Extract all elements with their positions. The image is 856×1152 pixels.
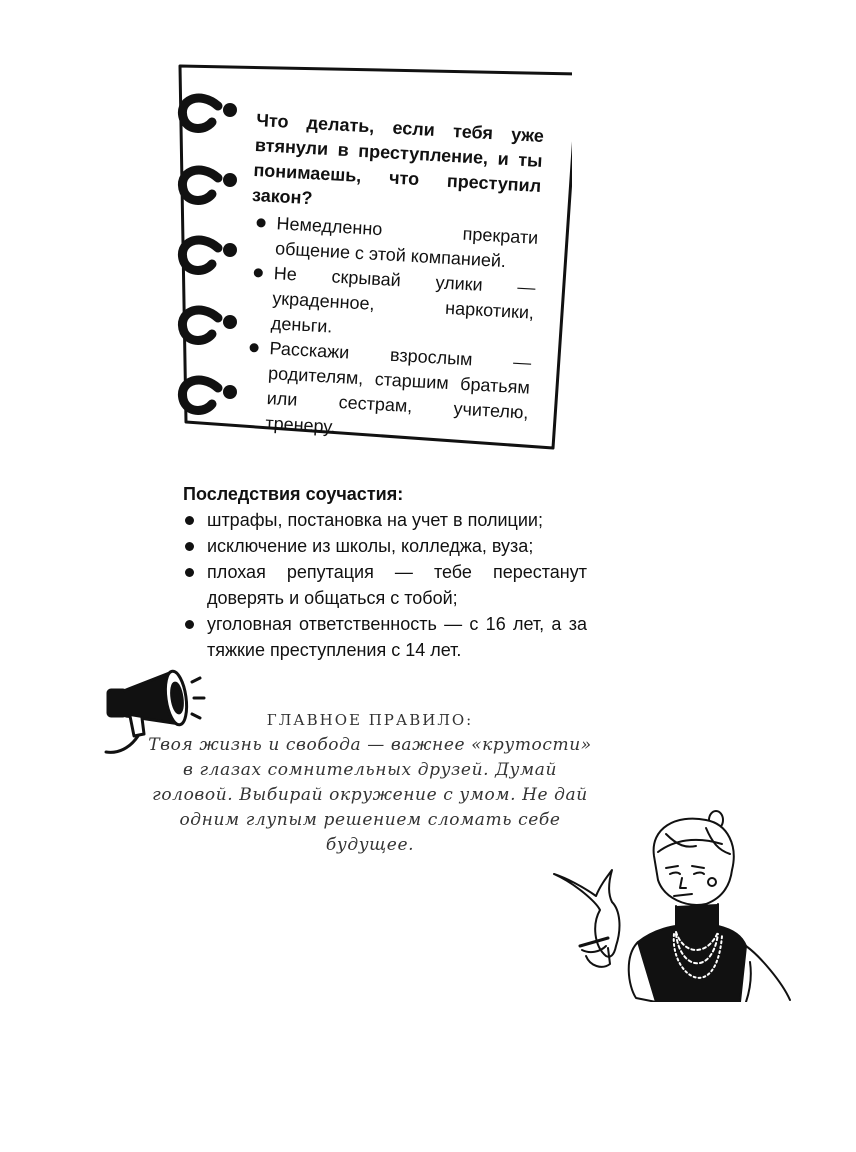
consequences-title: Последствия соучастия: bbox=[183, 484, 404, 504]
notepad-list bbox=[239, 210, 539, 451]
list-item: исключение из школы, колледжа, вуза; bbox=[183, 533, 587, 559]
pointing-person-illustration bbox=[546, 806, 796, 1002]
rule-heading: ГЛАВНОЕ ПРАВИЛО: bbox=[266, 711, 474, 729]
list-item: Не скрывай улики — украденное, наркотики, деньги. bbox=[244, 260, 536, 351]
main-rule-block bbox=[140, 708, 600, 858]
notepad-title: Что делать, если тебя уже втянули в преступление, и ты понимаешь, что преступил закон? bbox=[251, 109, 545, 209]
notepad-content bbox=[239, 108, 545, 451]
rule-text: Твоя жизнь и свобода — важнее «крутости» в глазах сомнительных друзей. Думай головой. Выбирай окружение с умом. Не дай одним глупым решением сломать себе будущее. bbox=[148, 735, 592, 855]
list-item: плохая репутация — тебе перестанут доверять и общаться с тобой; bbox=[183, 559, 587, 611]
list-item: уголовная ответственность — с 16 лет, а за тяжкие преступления с 14 лет. bbox=[183, 611, 587, 663]
notepad-card bbox=[172, 60, 572, 452]
consequences-section bbox=[183, 481, 587, 663]
consequences-list bbox=[183, 507, 587, 663]
list-item: Немедленно прекрати общение с этой компанией. bbox=[249, 210, 539, 276]
list-item: штрафы, постановка на учет в полиции; bbox=[183, 507, 587, 533]
list-item: Расскажи взрослым — родителям, старшим братьям или сестрам, учителю, тренеру. bbox=[239, 335, 532, 451]
